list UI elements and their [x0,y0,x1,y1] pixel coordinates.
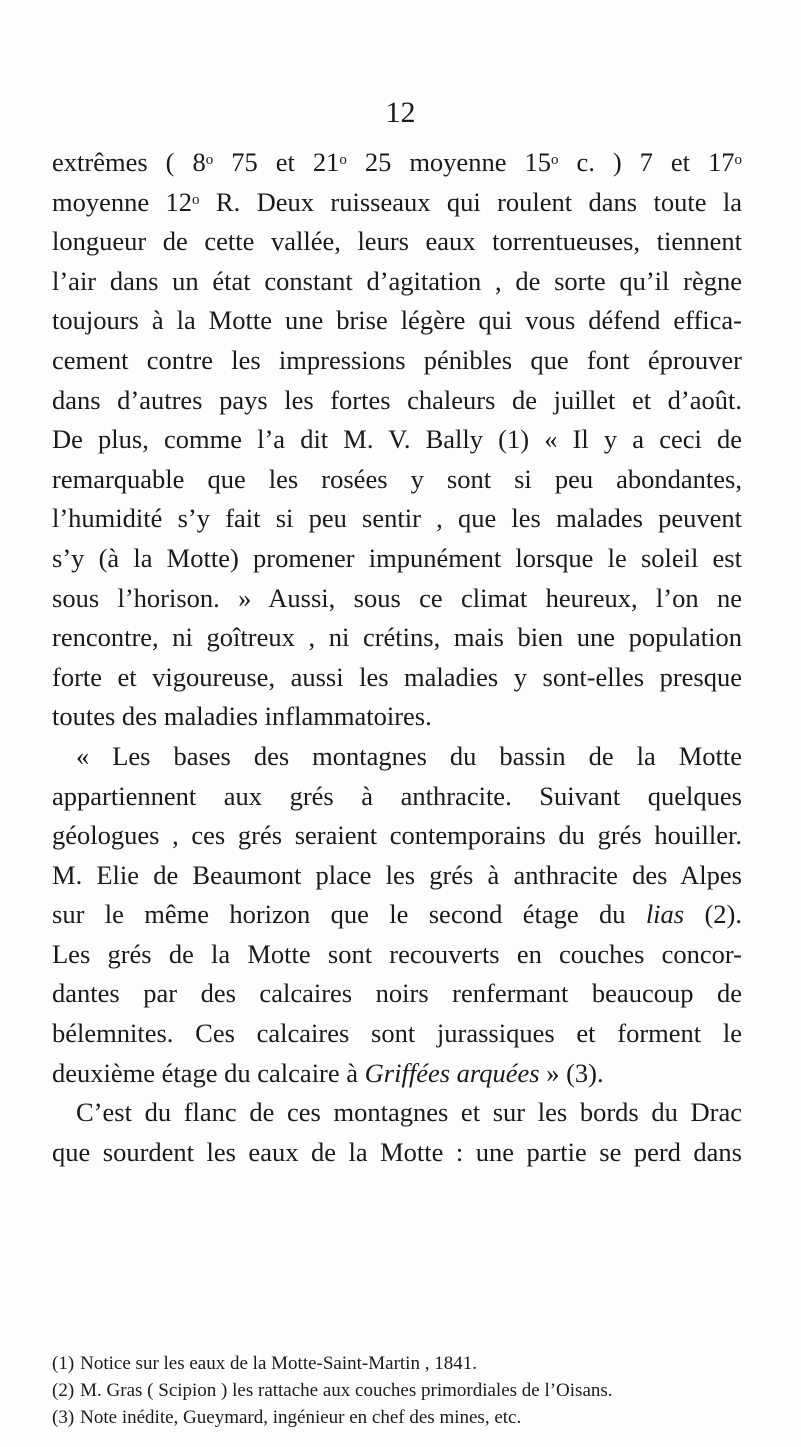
text-line [52,737,742,777]
text-segment: moyenne 12 [52,186,193,217]
text-segment: appartiennent aux grés à anthracite. Suivant quelques [52,780,742,811]
text-line [52,183,742,223]
page-number: 12 [385,96,416,129]
footnote [52,1350,752,1377]
text-line [52,341,742,381]
degree-superscript: o [192,191,200,208]
footnote-mark: (1) [52,1353,75,1374]
text-segment: l’humidité s’y fait si peu sentir , que les malades peuvent [52,503,742,534]
text-line [52,1054,742,1094]
text-segment: longueur de cette vallée, leurs eaux torrentueuses, tiennent [52,226,742,257]
text-line [52,381,742,421]
text-segment: sur le même horizon que le second étage du [52,899,646,930]
text-segment: dans d’autres pays les fortes chaleurs de juillet et d’août. [52,384,742,415]
text-segment: que sourdent les eaux de la Motte : une partie se perd dans [52,1136,742,1167]
text-segment: toujours à la Motte une brise légère qui vous défend effica- [52,305,742,336]
text-segment: 25 moyenne 15 [346,147,551,177]
italic-term: Griffées arquées [364,1057,540,1088]
text-line [52,222,742,262]
text-line [52,935,742,975]
text-segment: l’air dans un état constant d’agitation , de sorte qu’il règne [52,265,742,296]
text-segment: (2). [684,899,742,930]
text-segment: cement contre les impressions pénibles que font éprouver [52,344,742,375]
text-segment: c. ) 7 et 17 [558,147,735,177]
text-segment: C’est du flanc de ces montagnes et sur les bords du Drac [76,1097,742,1128]
text-segment: deuxième étage du calcaire à [52,1057,365,1088]
footnote-mark: (2) [52,1380,75,1401]
text-segment: s’y (à la Motte) promener impunément lorsque le soleil est [52,542,742,573]
text-segment: géologues , ces grés seraient contemporains du grés houiller. [52,820,742,851]
body-text [52,143,742,1172]
text-line [52,1093,742,1133]
footnote-mark: (3) [52,1407,75,1428]
footnote [52,1404,752,1431]
text-segment: extrêmes ( 8 [52,147,206,177]
text-line [52,1133,742,1173]
text-segment: dantes par des calcaires noirs renfermant beaucoup de [52,978,742,1009]
footnote-text: Notice sur les eaux de la Motte-Saint-Martin , 1841. [80,1353,477,1374]
text-segment: forte et vigoureuse, aussi les maladies y sont-elles presque [52,661,742,692]
text-segment: De plus, comme l’a dit M. V. Bally (1) « Il y a ceci de [52,424,742,455]
text-segment: « Les bases des montagnes du bassin de la Motte [76,740,742,771]
footnotes [52,1350,752,1431]
text-segment: bélemnites. Ces calcaires sont jurassiques et forment le [52,1018,742,1049]
text-line [52,777,742,817]
text-line [52,816,742,856]
text-line [52,579,742,619]
text-segment: Les grés de la Motte sont recouverts en couches concor- [52,938,742,969]
text-line [52,499,742,539]
text-line [52,1014,742,1054]
text-line [52,420,742,460]
footnote-text: M. Gras ( Scipion ) les rattache aux couches primordiales de l’Oisans. [80,1380,613,1401]
text-line [52,974,742,1014]
text-segment: M. Elie de Beaumont place les grés à anthracite des Alpes [52,859,742,890]
text-line [52,301,742,341]
text-line [52,697,742,737]
footnote [52,1377,752,1404]
text-line [52,539,742,579]
degree-superscript: o [734,152,743,168]
text-line [52,856,742,896]
text-segment: remarquable que les rosées y sont si peu abondantes, [52,463,742,494]
text-line [52,658,742,698]
degree-superscript: o [550,152,559,168]
text-line [52,143,742,183]
italic-term: lias [645,899,685,930]
text-line [52,460,742,500]
text-segment: sous l’horison. » Aussi, sous ce climat heureux, l’on ne [52,582,742,613]
text-segment: » (3). [539,1057,604,1088]
text-segment: 75 et 21 [213,147,340,177]
text-segment: rencontre, ni goîtreux , ni crétins, mais bien une population [52,622,742,653]
text-line [52,262,742,302]
text-segment: toutes des maladies inflammatoires. [52,701,432,732]
footnote-text: Note inédite, Gueymard, ingénieur en chef des mines, etc. [80,1407,522,1428]
degree-superscript: o [339,152,347,168]
degree-superscript: o [205,152,214,168]
text-line [52,895,742,935]
text-segment: R. Deux ruisseaux qui roulent dans toute la [199,186,742,217]
text-line [52,618,742,658]
